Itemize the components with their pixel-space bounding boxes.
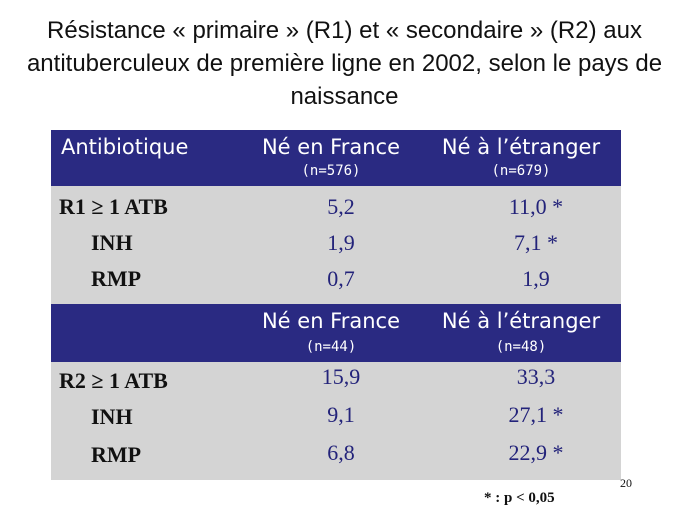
cell-value: 27,1 * xyxy=(508,402,564,427)
table-header-r2 xyxy=(51,304,621,362)
cell-value: 11,0 * xyxy=(508,194,564,219)
row-label: RMP xyxy=(91,266,142,291)
cell-value: 1,9 xyxy=(327,230,355,255)
table-header-r1 xyxy=(51,130,621,186)
cell-value: 22,9 * xyxy=(508,440,564,465)
header-ne-a-letranger-n: (n=679) xyxy=(491,163,551,179)
header-ne-en-france-n: (n=44) xyxy=(305,339,357,355)
header-ne-en-france: Né en France xyxy=(261,135,401,159)
cell-value: 5,2 xyxy=(327,194,355,219)
header-ne-a-letranger: Né à l’étranger xyxy=(441,309,601,333)
row-label: R1 ≥ 1 ATB xyxy=(59,194,168,219)
title-line-1: Résistance « primaire » (R1) et « secondaire » (R2) aux xyxy=(47,17,642,44)
title-line-2: antituberculeux de première ligne en 2002, selon le pays de xyxy=(26,50,663,77)
page-number: 20 xyxy=(620,476,632,490)
resistance-table xyxy=(51,130,621,480)
table-body-r2 xyxy=(51,362,621,480)
cell-value: 9,1 xyxy=(327,402,355,427)
cell-value: 1,9 xyxy=(522,266,550,291)
row-label: INH xyxy=(91,404,133,429)
header-ne-a-letranger-n: (n=48) xyxy=(495,339,547,355)
cell-value: 6,8 xyxy=(327,440,355,465)
header-ne-en-france-n: (n=576) xyxy=(301,163,361,179)
cell-value: 0,7 xyxy=(327,266,355,291)
cell-value: 15,9 xyxy=(321,364,361,389)
title-line-3: naissance xyxy=(290,83,399,110)
header-ne-a-letranger: Né à l’étranger xyxy=(441,135,601,159)
row-label: R2 ≥ 1 ATB xyxy=(59,368,168,393)
header-antibiotique: Antibiotique xyxy=(61,135,189,159)
footnote: * : p < 0,05 xyxy=(484,490,555,506)
row-label: RMP xyxy=(91,442,142,467)
cell-value: 7,1 * xyxy=(514,230,558,255)
cell-value: 33,3 xyxy=(516,364,556,389)
table-body-r1 xyxy=(51,186,621,304)
row-label: INH xyxy=(91,230,133,255)
header-ne-en-france: Né en France xyxy=(261,309,401,333)
slide-title xyxy=(0,14,689,113)
